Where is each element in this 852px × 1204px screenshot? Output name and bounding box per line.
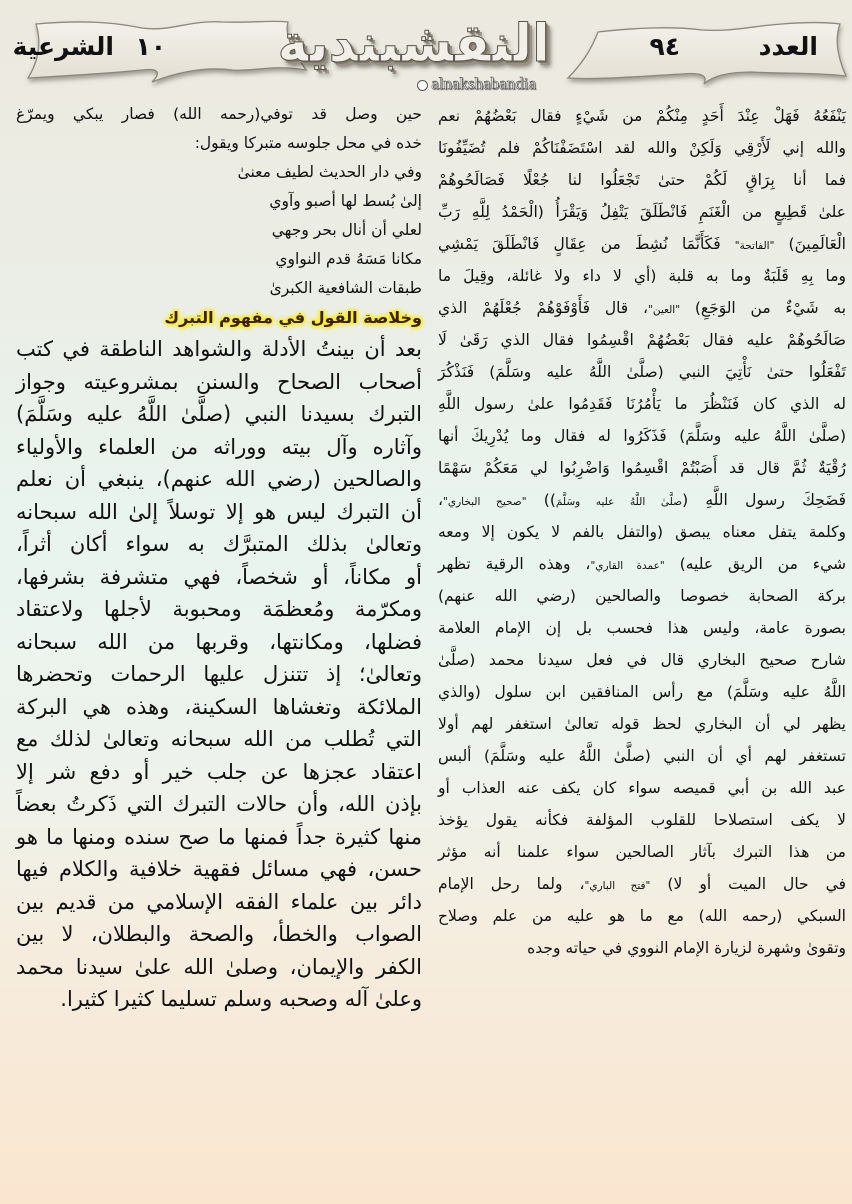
text-segment: فَضَحِكَ رسول اللَّهِ ( (682, 491, 846, 509)
text-line: أصحاب الصحاح والسنن بمشروعيته وجواز (16, 369, 422, 394)
page-number: ١٠ (135, 32, 166, 61)
text-line: تستغفر لهم أي أن النبي (صلَّىٰ اللَّهُ عليه وسَلَّمَ) ألبس (438, 747, 846, 765)
poem-line-text: لعلي أن أنال بحر وجهي (271, 221, 422, 239)
section-heading: وخلاصة القول في مفهوم التبرك (164, 308, 422, 327)
section-banner (12, 18, 312, 88)
poem-line (16, 187, 422, 216)
text-line: الكفر والإيمان، وصلىٰ الله علىٰ سيدنا محمد (16, 954, 422, 979)
section-name: الشرعية (12, 32, 114, 61)
text-line: الملائكة وتغشاها السكينة، وهذه هي البركة (16, 694, 422, 719)
text-segment: ، وهذه الرقية تظهر (438, 555, 591, 573)
text-segment: ، (438, 491, 444, 509)
logo-latin-wrap (417, 74, 536, 94)
text-line: لا يكف استصلاحا للقلوب المؤلفة فكأنه يقول يؤخذ (438, 811, 846, 829)
article-column-right (438, 100, 846, 964)
text-line: صَالَحُوهُمْ عليه فقال بَعْضُهُمْ اقْسِمُوا فقال الذي رَقَىٰ لَا (438, 331, 846, 349)
text-line: وما بِهِ قَلَبَةٌ وما به قلبة (أي لا داء ولا غائلة، وقِيلَ ما (438, 267, 846, 285)
source-citation: "العين" (648, 304, 681, 316)
article-body (16, 333, 422, 1016)
text-line: فضلها، ومكانتها، وقربها من الله سبحانه (16, 629, 422, 654)
text-line (438, 228, 846, 260)
text-line: والله إني لَأَرْقِي وَلَكِنْ والله لقد اسْتَضَفْنَاكُمْ فلم تُضَيِّفُونَا (438, 139, 846, 157)
source-citation: "فتح الباري" (584, 880, 651, 892)
text-line: دائر بين علماء الفقه الإسلامي من قديم بين (16, 889, 422, 914)
text-line: له الذي كان فَنَنْظُرَ ما يَأْمُرُنَا فَقَدِمُوا علىٰ رسول اللَّهِ (438, 395, 846, 413)
text-line: خده في محل جلوسه متبركا ويقول: (194, 134, 422, 152)
text-line: رُقْيَةٌ ثُمَّ قال قد أَصَبْتُمْ اقْسِمُوا وَاضْرِبُوا لي مَعَكُمْ سَهْمًا (438, 459, 846, 477)
source-citation: "عمدة القاري" (590, 560, 665, 572)
page-header (0, 0, 852, 100)
text-line: الصواب والخطأ، والصحة والبطلان، لا بين (16, 922, 422, 946)
text-segment: فَكَأَنَّمَا نُشِطَ من عِقَالٍ فَانْطَلَقَ يَمْشِي (438, 235, 735, 253)
text-line: (صلَّىٰ اللَّهُ عليه وسَلَّمَ) فَذَكَرُوا له فقال وما يُدْرِيكَ أنها (438, 427, 846, 445)
text-line: وتعالىٰ؛ إذ تتنزل عليها الرحمات وتحضرها (16, 662, 422, 686)
text-segment: ، ولما رحل الإمام (438, 875, 585, 893)
text-line: اعتقاد عجزها عن جلب خير أو دفع شر إلا (16, 759, 422, 784)
text-line: التبرك بسيدنا النبي (صلَّىٰ اللَّهُ عليه وسَلَّمَ) (16, 402, 422, 426)
text-segment: ، قال فَأَوْفَوْهُمْ جُعْلَهُمْ الذي (438, 299, 649, 317)
text-segment: في حال الميت أو لا) (650, 875, 846, 893)
source-citation: صلَّىٰ اللَّهُ عليه وسَلَّمَ (555, 496, 683, 508)
text-line: علىٰ قَطِيعٍ من الْغَنَمِ فَانْطَلَقَ يَتْفِلُ وَيَقْرَأُ (الْحَمْدُ لِلَّهِ رَبِّ (438, 203, 846, 221)
text-line: السبكي (رحمه الله) مع ما هو عليه من علم وصلاح (438, 907, 846, 925)
text-line (438, 292, 846, 324)
text-line: من هذا التبرك بآثار الصالحين سواء علمنا أنه مؤثر (438, 843, 846, 861)
text-line: بركة الصحابة خصوصا والصالحين (رضي الله عنهم) (438, 587, 846, 605)
poem-line (16, 245, 422, 274)
issue-label: العدد (758, 32, 818, 61)
text-line: وتقوىٰ وشهرة لزيارة الإمام النووي في حياته وجده (527, 939, 846, 957)
poem-line-text: إلىٰ بُسط لها أصبو وآوي (269, 192, 422, 210)
text-line: شارح صحيح البخاري قال في فعل سيدنا محمد (صلَّىٰ (438, 651, 846, 669)
text-line (438, 484, 846, 516)
source-citation: طبقات الشافعية الكبرىٰ (269, 279, 422, 297)
text-segment: شيء من الريق عليه) (664, 555, 846, 573)
poem-line (16, 216, 422, 245)
issue-number: ٩٤ (649, 32, 680, 61)
text-line: أو مكاناً، أو شخصاً، فهي متشرفة بشرفها، (16, 564, 422, 589)
text-line: أن التبرك ليس هو إلا توسلاً إلىٰ الله سبحانه (16, 499, 422, 524)
poem-line: وفي دار الحديث لطيف معنىٰ (237, 163, 422, 181)
issue-banner (562, 18, 852, 88)
text-line: اللَّهُ عليه وسَلَّمَ) مع رأس المنافقين ابن سلول (والذي (438, 683, 846, 701)
magazine-logo (277, 4, 550, 98)
source-citation: "صحيح البخاري" (443, 496, 527, 508)
article-column-left (16, 100, 422, 1016)
text-line: التي تُطلب من الله سبحانه وتعالىٰ لذلك مع (16, 727, 422, 751)
text-line: وآثاره وآل بيته ووراثه من العلماء والأولياء (16, 434, 422, 459)
text-segment: )) (526, 491, 556, 509)
text-line: ومكرّمة ومُعظمَة ومحبوبة لأجلها ولاعتقاد (16, 597, 422, 621)
text-line (438, 868, 846, 900)
text-line: منها كثيرة جداً فمنها ما صح سنده ومنها ما هو (16, 824, 422, 849)
text-line (438, 548, 846, 580)
text-line: يَنْفَعُهُ فَهَلْ عِنْدَ أَحَدٍ مِنْكُمْ من شَيْءٍ فقال بَعْضُهُمْ نعم (438, 107, 846, 125)
text-line: وكلمة يتفل معناه يبصق (والتفل بالفم لا يكون إلا ومعه (438, 523, 846, 541)
text-line: عبد الله بن أبي قميصه سواء كان يكف عنه العذاب أو (438, 779, 846, 797)
text-line: وعلىٰ آله وصحبه وسلم تسليما كثيرا كثيرا. (60, 987, 422, 1011)
text-line: يظهر لي أن البخاري لحظ قوله تعالىٰ استغفر لهم أولا (438, 715, 846, 733)
text-line: فما أنا بِرَاقٍ لَكُمْ حتىٰ تَجْعَلُوا لنا جُعْلًا فَصَالَحُوهُمْ (438, 171, 846, 189)
text-line: بصورة عامة، وليس هذا فحسب بل إن الإمام العلامة (438, 619, 846, 637)
logo-arabic: النقشبندية (277, 14, 550, 74)
logo-dot-icon (417, 80, 428, 91)
text-line: تَفْعَلُوا حتىٰ نَأْتِيَ النبي (صلَّىٰ اللَّهُ عليه وسَلَّمَ) فَنَذْكُرَ (438, 363, 846, 381)
text-line: والصالحين (رضي الله عنهم)، ينبغي أن نعلم (16, 467, 422, 491)
source-citation: "الفاتحة" (734, 240, 775, 252)
text-segment: به شَيْءٌ من الوَجَعِ) (680, 299, 847, 317)
text-line: حين وصل قد توفي(رحمه الله) فصار يبكي ويمرّغ (16, 105, 422, 123)
text-line: بعد أن بينتُ الأدلة والشواهد الناطقة في كتب (16, 337, 422, 361)
text-line: حسن، فهي مسائل فقهية خلافية والكلام فيها (16, 857, 422, 881)
poem-line-text: مكانا مَسَهُ قدم النواوي (275, 250, 422, 268)
text-segment: الْعَالَمِينَ) (774, 235, 846, 253)
text-line: وتعالىٰ بذلك المتبرَّك به سواء أكان أثراً، (16, 532, 422, 556)
logo-latin: alnakshabandia (431, 74, 536, 93)
text-line: بإذن الله، وأن حالات التبرك التي ذَكرتُ بعضاً (16, 792, 422, 816)
